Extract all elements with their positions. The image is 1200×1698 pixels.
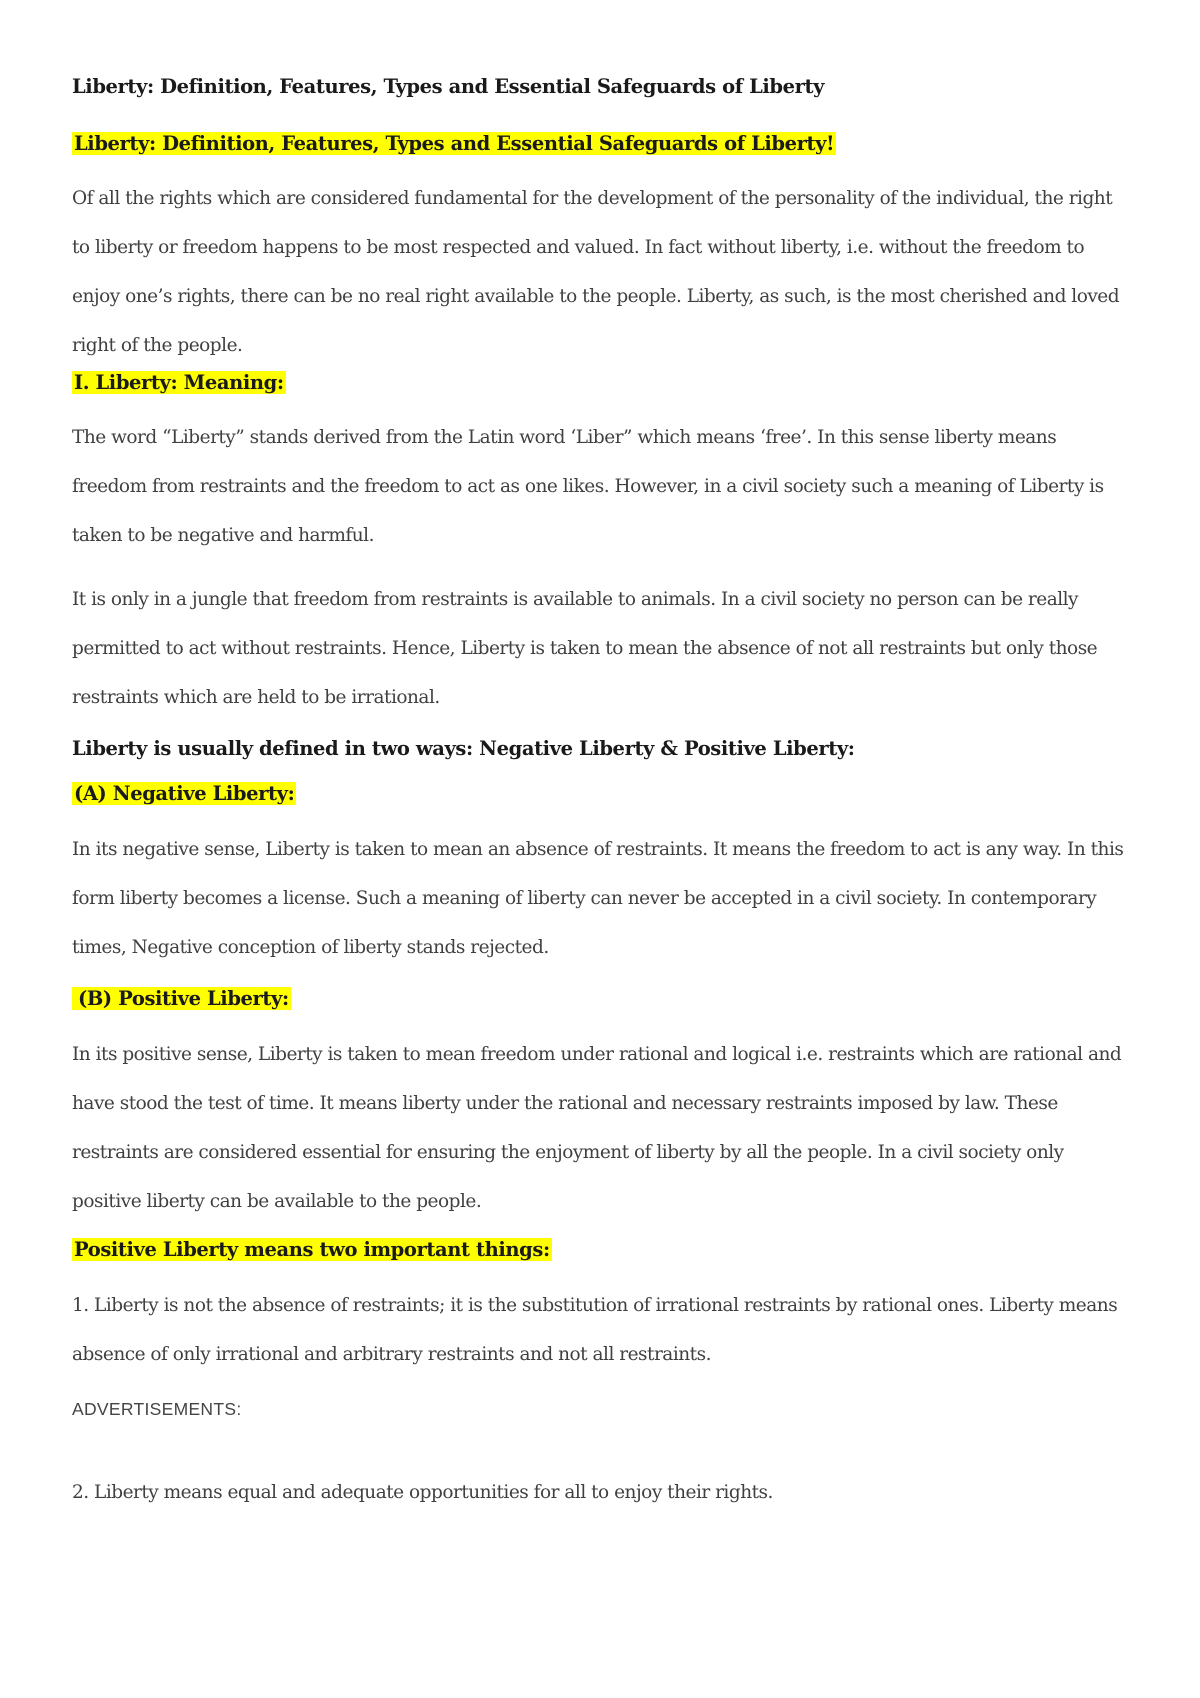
positive-liberty-heading: (B) Positive Liberty: [72, 986, 1132, 1012]
list-item-1: 1. Liberty is not the absence of restraints; it is the substitution of irrational restraints by rational ones. Liberty means absence of only irrational and arbitrary restraints and not all restraints. [72, 1295, 1118, 1365]
meaning-heading: I. Liberty: Meaning: [74, 371, 284, 394]
meaning-paragraph-1: The word “Liberty” stands derived from the Latin word ‘Liber” which means ‘free’. In this sense liberty means freedom from restraints and the freedom to act as one likes. However, in a civil society such a meaning of Liberty is taken to be negative and harmful. [72, 427, 1104, 546]
advertisements-label: ADVERTISEMENTS: [72, 1399, 242, 1419]
meaning-paragraph-2: It is only in a jungle that freedom from restraints is available to animals. In a civil society no person can be really permitted to act without restraints. Hence, Liberty is taken to mean the absence of not all restraints but only those restraints which are held to be irrational. [72, 589, 1098, 708]
negative-liberty-paragraph: In its negative sense, Liberty is taken to mean an absence of restraints. It means the freedom to act is any way. In this form liberty becomes a license. Such a meaning of liberty can never be accepted in a civil society. In contemporary times, Negative conception of liberty stands rejected. [72, 839, 1124, 958]
positive-things-heading: Positive Liberty means two important things: [74, 1238, 550, 1261]
document-title: Liberty: Definition, Features, Types and Essential Safeguards of Liberty [72, 75, 825, 98]
document-subtitle: Liberty: Definition, Features, Types and Essential Safeguards of Liberty! [74, 132, 835, 155]
intro-paragraph: Of all the rights which are considered fundamental for the development of the personality of the individual, the right to liberty or freedom happens to be most respected and valued. In fact without liberty, i.e. without the freedom to enjoy one’s rights, there can be no real right available to the people. Liberty, as such, is the most cherished and loved right of the people. [72, 188, 1120, 356]
list-item-2: 2. Liberty means equal and adequate opportunities for all to enjoy their rights. [72, 1482, 773, 1503]
two-ways-heading: Liberty is usually defined in two ways: Negative Liberty & Positive Liberty: [72, 737, 855, 760]
positive-liberty-paragraph: In its positive sense, Liberty is taken to mean freedom under rational and logical i.e. restraints which are rational and have stood the test of time. It means liberty under the rational and necessary restraints imposed by law. These restraints are considered essential for ensuring the enjoyment of liberty by all the people. In a civil society only positive liberty can be available to the people. [72, 1044, 1122, 1212]
negative-liberty-heading: (A) Negative Liberty: [74, 782, 295, 805]
